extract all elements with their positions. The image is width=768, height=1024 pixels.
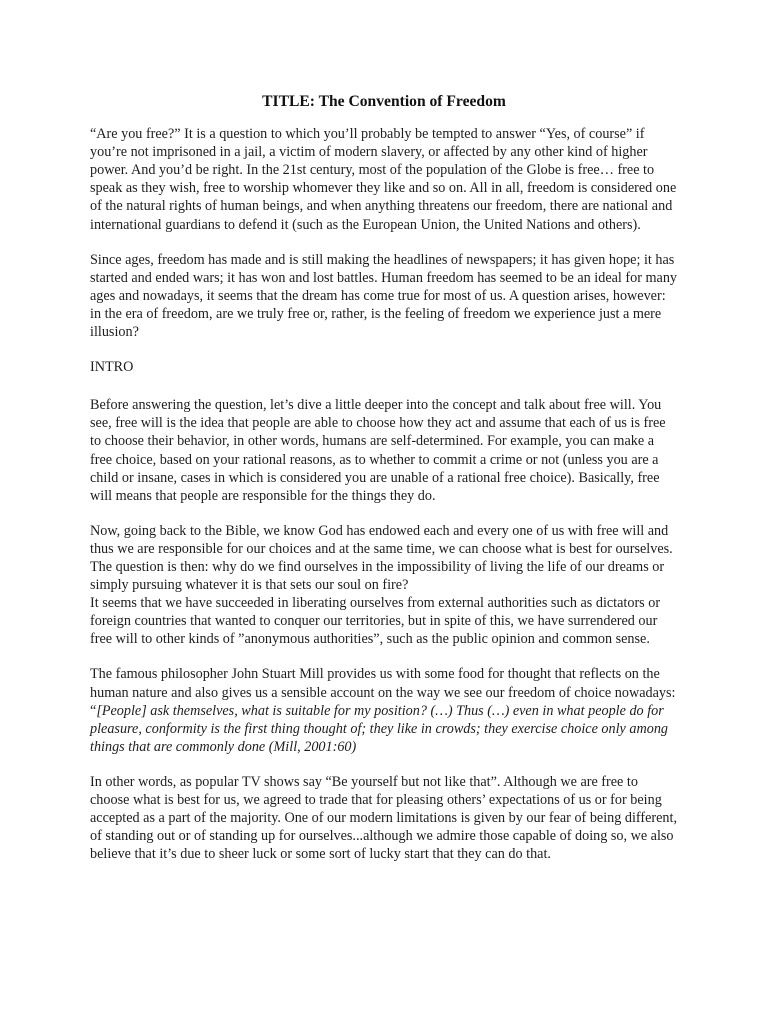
document-title: TITLE: The Convention of Freedom: [262, 93, 506, 110]
mill-intro-text: The famous philosopher John Stuart Mill provides us with some food for thought that reflects on the human nature and also gives us a sensible account on the way we see our freedom of choice nowadays: “: [90, 666, 676, 719]
paragraph-free-will: Before answering the question, let’s dive a little deeper into the concept and talk about free will. You see, free will is the idea that people are able to choose how they act and assume that each of us is free to choose their behavior, in other words, humans are self-determined. For example, you can make a free choice, based on your rational reasons, as to whether to commit a crime or not (unless you are a child or insane, cases in which is considered you are unable of a rational free choice). Basically, free will means that people are responsible for the things they do.: [90, 397, 666, 504]
paragraph-since-ages: Since ages, freedom has made and is still making the headlines of newspapers; it has given hope; it has started and ended wars; it has won and lost battles. Human freedom has seemed to be an ideal for many ages and nowadays, it seems that the dream has come true for most of us. A question arises, however: in the era of freedom, are we truly free or, rather, is the feeling of freedom we experience just a mere illusion?: [90, 251, 678, 341]
paragraph-authorities: It seems that we have succeeded in liberating ourselves from external authorities such as dictators or foreign countries that wanted to conquer our territories, but in spite of this, we have surrendered our free will to other kinds of ”anonymous authorities”, such as the public opinion and common sense.: [90, 595, 661, 648]
mill-quote: [People] ask themselves, what is suitable for my position? (…) Thus (…) even in what people do for pleasure, conformity is the first thing thought of; they like in crowds; they exercise choice only among things that are commonly done (Mill, 2001:60): [90, 702, 669, 755]
paragraph-bible: Now, going back to the Bible, we know God has endowed each and every one of us with free will and thus we are responsible for our choices and at the same time, we can choose what is best for ourselves. The question is then: why do we find ourselves in the impossibility of living the life of our dreams or simply pursuing whatever it is that sets our soul on fire?: [90, 522, 673, 594]
document-page: [90, 93, 678, 880]
intro-heading: INTRO: [90, 359, 134, 376]
paragraph-question: “Are you free?” It is a question to which you’ll probably be tempted to answer “Yes, of course” if you’re not imprisoned in a jail, a victim of modern slavery, or affected by any other kind of higher power. And you’d be right. In the 21st century, most of the population of the Globe is free… free to speak as they wish, free to worship whomever they like and so on. All in all, freedom is considered one of the natural rights of human beings, and when anything threatens our freedom, there are national and international guardians to defend it (such as the European Union, the United Nations and others).: [90, 126, 677, 233]
paragraph-closing: In other words, as popular TV shows say “Be yourself but not like that”. Although we are free to choose what is best for us, we agreed to trade that for pleasing others’ expectations of us or for being accepted as a part of the majority. One of our modern limitations is given by our fear of being different, of standing out or of standing up for ourselves...although we admire those capable of doing so, we also believe that it’s due to sheer luck or some sort of lucky start that they can do that.: [90, 773, 678, 863]
paragraph-mill: [90, 665, 678, 755]
